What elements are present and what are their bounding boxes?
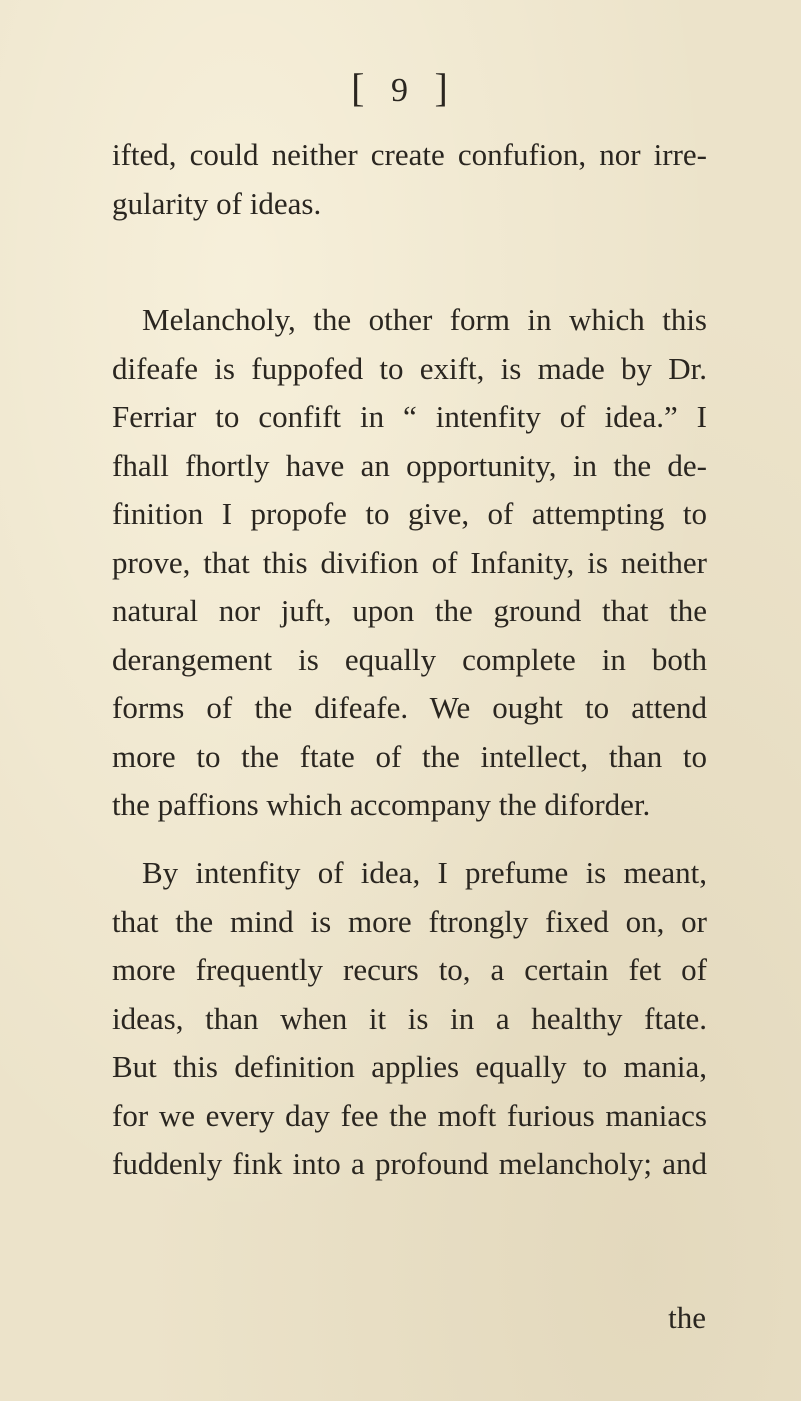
text-line: fuddenly fink into a profound melancholy; and — [112, 1146, 707, 1181]
header-open-bracket: [ — [351, 65, 367, 110]
paragraph-3 — [112, 849, 707, 1189]
text-line: prove, that this divifion of Infanity, is neither — [112, 544, 707, 580]
text-line: natural nor juft, upon the ground that the — [112, 593, 707, 628]
header-close-bracket: ] — [434, 65, 450, 110]
text-line: that the mind is more ftrongly fixed on, or — [112, 903, 707, 939]
text-line: By intenfity of idea, I prefume is meant, — [142, 855, 707, 890]
text-line: the paffions which accompany the diforder. — [112, 787, 651, 822]
text-line: fhall fhortly have an opportunity, in the de- — [112, 447, 707, 483]
paragraph-1 — [112, 131, 707, 228]
text-line: finition I propofe to give, of attempting to — [112, 496, 707, 531]
text-line: ideas, than when it is in a healthy ftate. — [112, 1000, 707, 1036]
text-line: ifted, could neither create confufion, nor irre- — [112, 137, 707, 172]
text-line: Melancholy, the other form in which this — [142, 302, 707, 337]
text-line: forms of the difeafe. We ought to attend — [112, 690, 707, 725]
catchword: the — [668, 1300, 706, 1335]
page-header — [0, 66, 801, 110]
text-line: more frequently recurs to, a certain fet of — [112, 952, 707, 987]
text-line: more to the ftate of the intellect, than to — [112, 738, 707, 774]
text-line: gularity of ideas. — [112, 185, 322, 221]
paragraph-2 — [112, 296, 707, 830]
text-line: derangement is equally complete in both — [112, 641, 707, 677]
page-number: 9 — [391, 72, 410, 109]
text-line: difeafe is fuppofed to exift, is made by Dr. — [112, 350, 707, 386]
text-line: Ferriar to confift in “ intenfity of idea.” I — [112, 399, 707, 434]
text-line: But this definition applies equally to mania, — [112, 1049, 707, 1084]
text-line: for we every day fee the moft furious maniacs — [112, 1097, 707, 1133]
